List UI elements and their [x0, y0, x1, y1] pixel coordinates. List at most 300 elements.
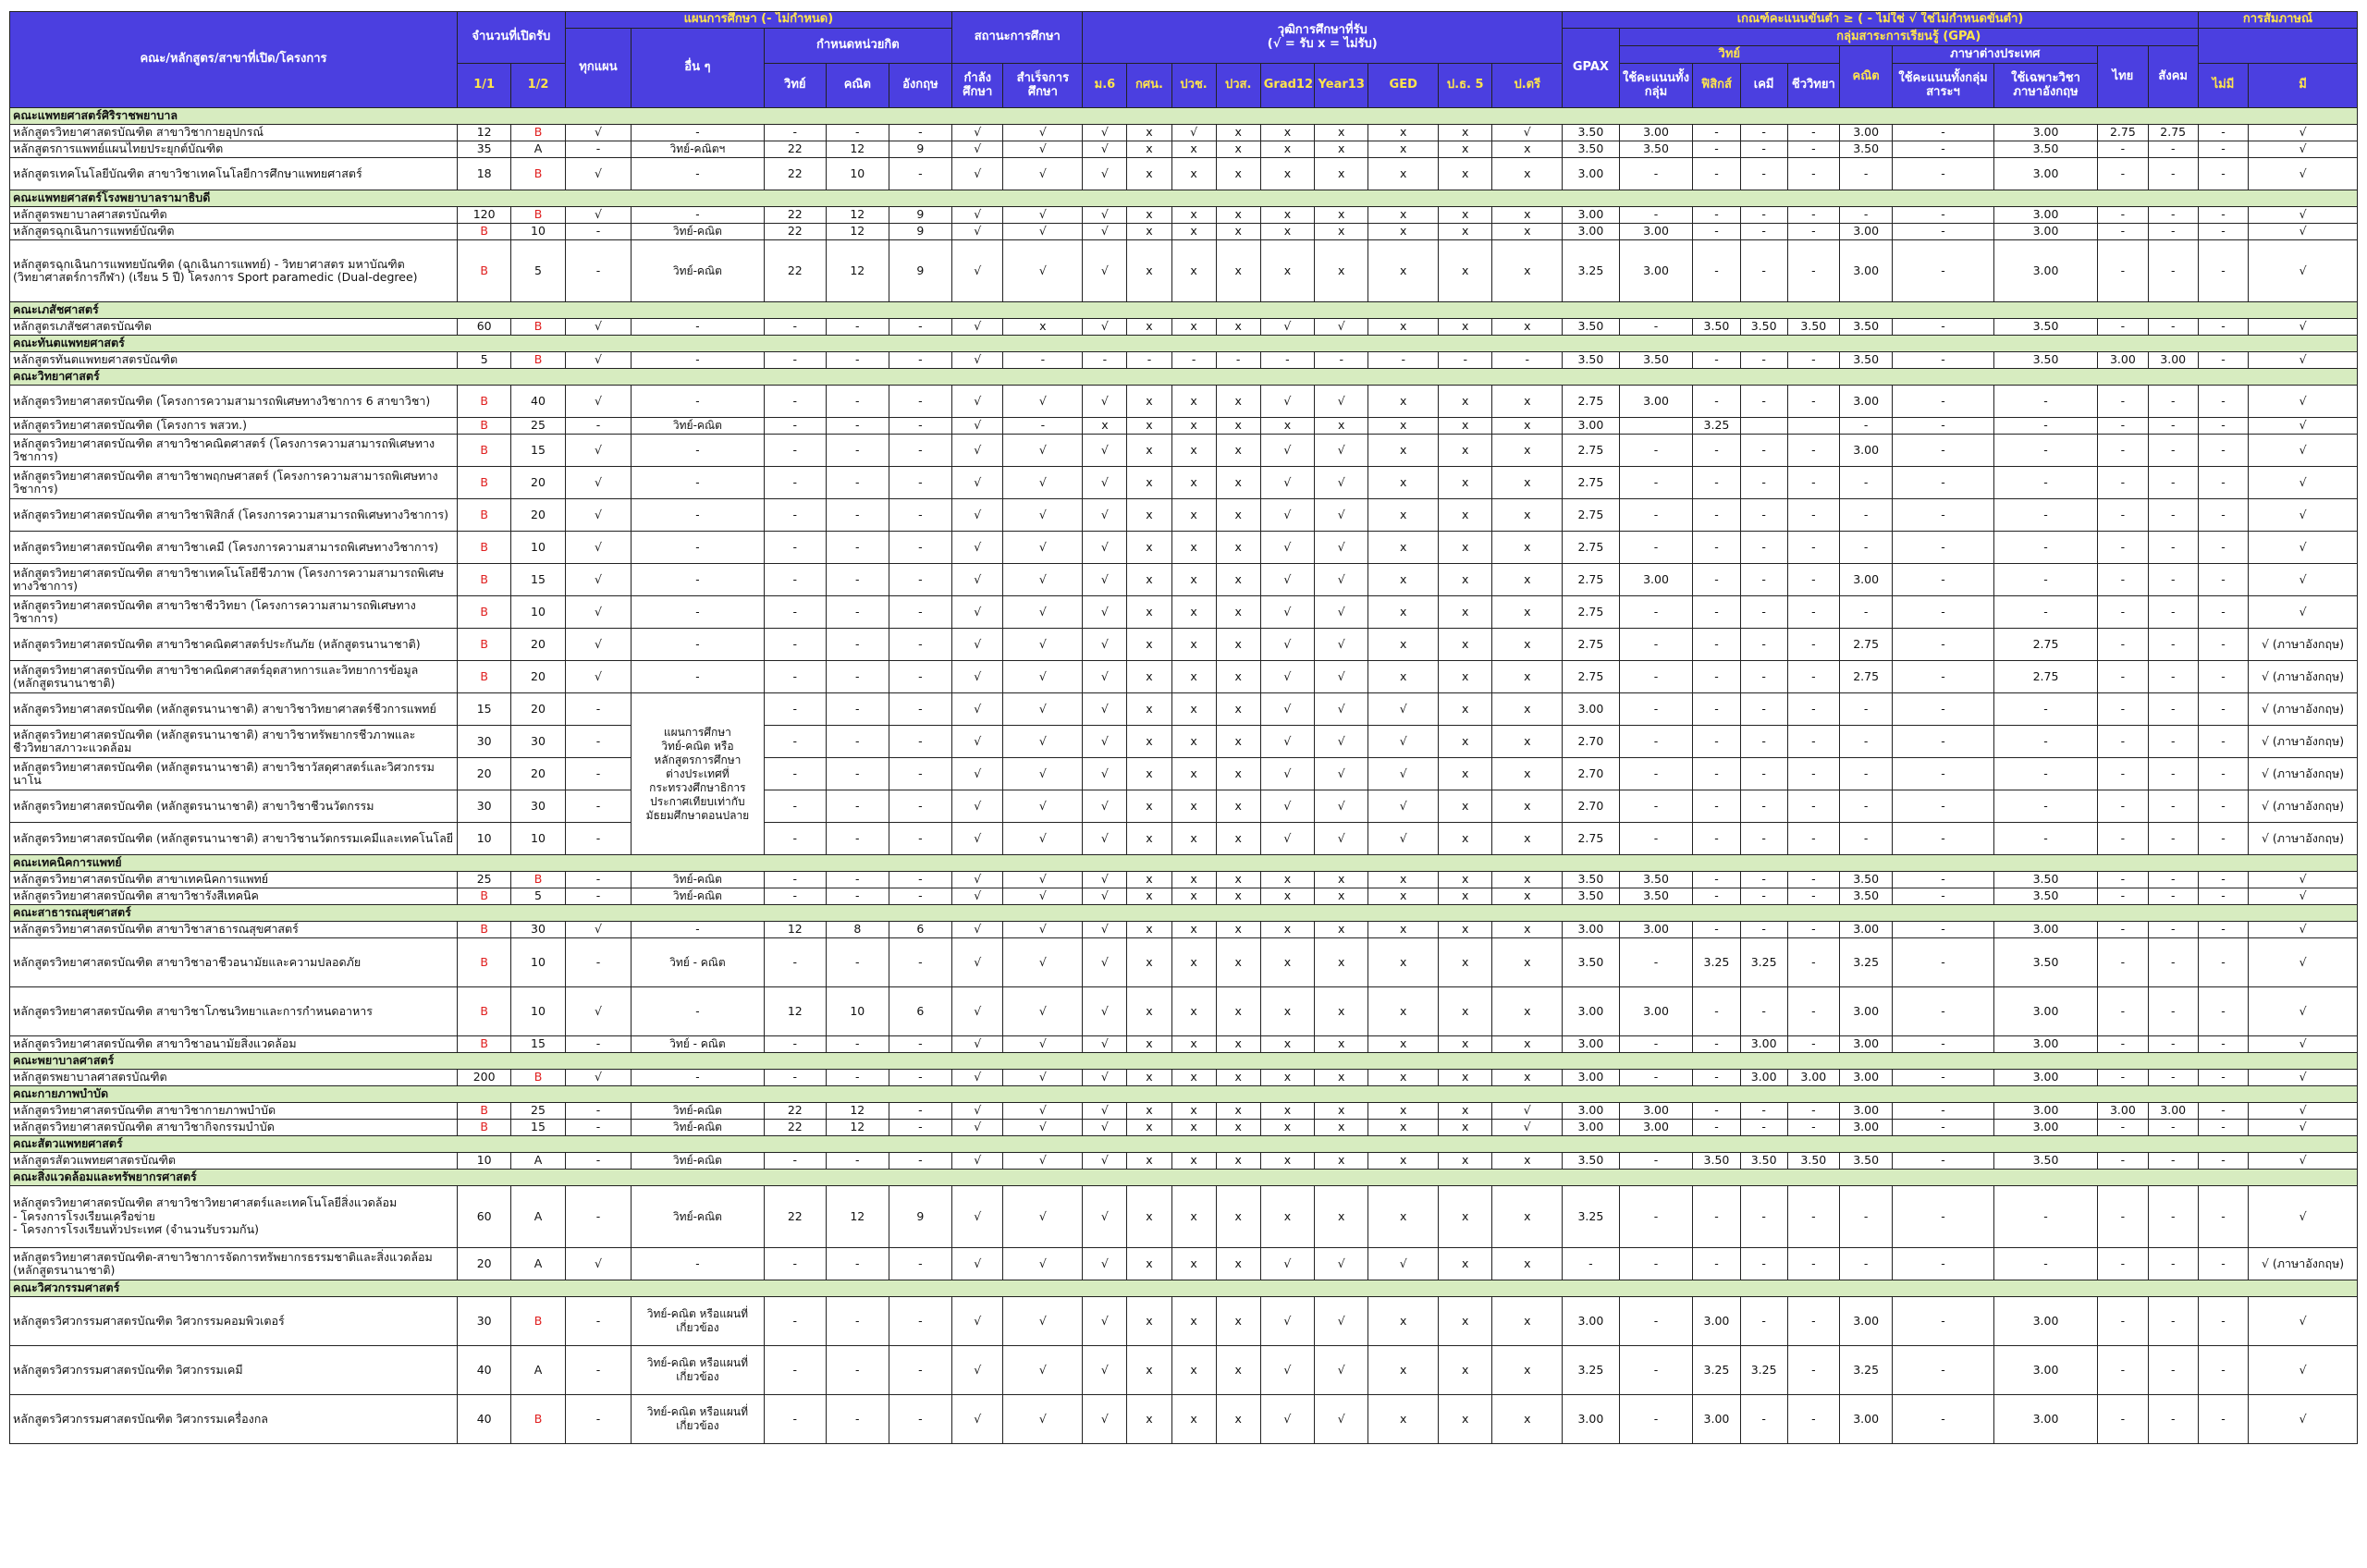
status-studying: √: [952, 319, 1003, 336]
gpa-physics: -: [1693, 435, 1740, 467]
status-studying: √: [952, 1120, 1003, 1136]
gpa-math: 3.50: [1839, 352, 1892, 369]
qual-nfe: x: [1127, 726, 1171, 758]
gpa-math: 3.50: [1839, 141, 1892, 158]
unit-math: 10: [827, 158, 889, 190]
qual-voc: x: [1171, 1153, 1216, 1170]
plan-any: √: [565, 629, 632, 661]
seats-sem2: A: [511, 1153, 565, 1170]
interview-yes: √: [2249, 1120, 2358, 1136]
qual-pt5: x: [1439, 1036, 1492, 1053]
interview-no: -: [2198, 1153, 2248, 1170]
interview-no: -: [2198, 141, 2248, 158]
unit-eng: -: [889, 435, 952, 467]
gpa-physics: -: [1693, 1120, 1740, 1136]
header-gpa-group: กลุ่มสาระการเรียนรู้ (GPA): [1619, 29, 2198, 46]
qual-year13: √: [1315, 661, 1368, 693]
program-row: [10, 224, 2358, 240]
seats-sem2: 5: [511, 888, 565, 905]
gpa-biology: -: [1787, 499, 1839, 532]
plan-any: -: [565, 1103, 632, 1120]
program-row: [10, 938, 2358, 987]
program-row: [10, 1120, 2358, 1136]
qual-m6: √: [1083, 596, 1127, 629]
seats-sem1: B: [458, 987, 511, 1036]
gpa-english: 3.00: [1993, 987, 2098, 1036]
plan-other: -: [632, 532, 764, 564]
unit-eng: -: [889, 823, 952, 855]
unit-math: -: [827, 596, 889, 629]
gpa-physics: 3.00: [1693, 1395, 1740, 1444]
unit-sci: -: [764, 1036, 827, 1053]
gpa-sci-all: -: [1619, 938, 1693, 987]
status-studying: √: [952, 1297, 1003, 1346]
seats-sem2: A: [511, 1186, 565, 1248]
interview-no: -: [2198, 1297, 2248, 1346]
program-row: [10, 207, 2358, 224]
program-row: [10, 435, 2358, 467]
status-studying: √: [952, 872, 1003, 888]
unit-sci: -: [764, 790, 827, 823]
gpa-lang-all: -: [1893, 693, 1993, 726]
qual-ged: x: [1368, 629, 1439, 661]
qual-voc: x: [1171, 872, 1216, 888]
qual-ged: x: [1368, 418, 1439, 435]
seats-sem2: 20: [511, 661, 565, 693]
gpa-physics: 3.25: [1693, 418, 1740, 435]
qual-m6: √: [1083, 1120, 1127, 1136]
header-interview-no: ไม่มี: [2198, 64, 2248, 108]
qual-ged: x: [1368, 1346, 1439, 1395]
qual-nfe: x: [1127, 987, 1171, 1036]
status-graduated: √: [1003, 240, 1083, 302]
qual-hvoc: x: [1216, 987, 1260, 1036]
status-studying: √: [952, 564, 1003, 596]
unit-eng: -: [889, 1346, 952, 1395]
qual-pt5: x: [1439, 987, 1492, 1036]
gpa-sci-all: 3.00: [1619, 922, 1693, 938]
gpa-thai: -: [2098, 319, 2148, 336]
qual-m6: √: [1083, 726, 1127, 758]
program-name: หลักสูตรวิทยาศาสตรบัณฑิต สาขาวิชาอนามัยสิ่งแวดล้อม: [10, 1036, 458, 1053]
seats-sem1: B: [458, 499, 511, 532]
gpa-lang-all: -: [1893, 1297, 1993, 1346]
unit-eng: 9: [889, 224, 952, 240]
gpa-lang-all: -: [1893, 352, 1993, 369]
gpa-sci-all: 3.00: [1619, 240, 1693, 302]
qual-pt5: x: [1439, 1395, 1492, 1444]
unit-sci: -: [764, 564, 827, 596]
program-name: หลักสูตรวิทยาศาสตรบัณฑิต สาขาวิชารังสีเทคนิค: [10, 888, 458, 905]
plan-other: วิทย์-คณิต: [632, 888, 764, 905]
qual-pt5: x: [1439, 224, 1492, 240]
qual-hvoc: x: [1216, 564, 1260, 596]
interview-no: -: [2198, 1248, 2248, 1280]
faculty-row: [10, 855, 2358, 872]
qual-year13: √: [1315, 532, 1368, 564]
gpa-thai: -: [2098, 693, 2148, 726]
qual-ged: x: [1368, 1395, 1439, 1444]
seats-sem1: 15: [458, 693, 511, 726]
header-qual-ged: GED: [1368, 64, 1439, 108]
qual-hvoc: x: [1216, 922, 1260, 938]
program-name: หลักสูตรวิทยาศาสตรบัณฑิต สาขาวิชาคณิตศาสตร์ประกันภัย (หลักสูตรนานาชาติ): [10, 629, 458, 661]
program-name: หลักสูตรวิทยาศาสตรบัณฑิต สาขาวิชาวิทยาศาสตร์และเทคโนโลยีสิ่งแวดล้อม - โครงการโรงเรียนเครือข่าย - โครงการโรงเรียนทั่วประเทศ (จำนวนรับรวมกัน): [10, 1186, 458, 1248]
gpa-sci-all: [1619, 418, 1693, 435]
gpa-sci-all: -: [1619, 1395, 1693, 1444]
program-name: หลักสูตรวิทยาศาสตรบัณฑิต (หลักสูตรนานาชาติ) สาขาวิชานวัตกรรมเคมีและเทคโนโลยี: [10, 823, 458, 855]
interview-no: -: [2198, 499, 2248, 532]
qual-bachelor: x: [1492, 661, 1563, 693]
qual-nfe: x: [1127, 693, 1171, 726]
status-studying: √: [952, 938, 1003, 987]
gpax: 3.00: [1563, 1395, 1619, 1444]
gpa-math: -: [1839, 693, 1892, 726]
status-studying: √: [952, 1395, 1003, 1444]
gpa-social: -: [2148, 596, 2198, 629]
gpa-biology: -: [1787, 1297, 1839, 1346]
gpa-thai: -: [2098, 872, 2148, 888]
unit-eng: -: [889, 499, 952, 532]
qual-grad12: x: [1260, 1153, 1314, 1170]
status-studying: √: [952, 596, 1003, 629]
gpa-social: -: [2148, 1186, 2198, 1248]
header-unit-eng: อังกฤษ: [889, 64, 952, 108]
status-studying: √: [952, 386, 1003, 418]
interview-no: -: [2198, 352, 2248, 369]
qual-pt5: x: [1439, 158, 1492, 190]
gpa-biology: -: [1787, 726, 1839, 758]
qual-pt5: x: [1439, 1186, 1492, 1248]
unit-eng: 9: [889, 240, 952, 302]
gpa-social: -: [2148, 661, 2198, 693]
interview-no: -: [2198, 629, 2248, 661]
seats-sem1: B: [458, 1120, 511, 1136]
qual-nfe: x: [1127, 758, 1171, 790]
program-row: [10, 125, 2358, 141]
gpa-lang-all: -: [1893, 467, 1993, 499]
plan-any: -: [565, 240, 632, 302]
qual-grad12: x: [1260, 938, 1314, 987]
gpa-thai: -: [2098, 888, 2148, 905]
gpa-lang-all: -: [1893, 1070, 1993, 1086]
qual-ged: x: [1368, 596, 1439, 629]
unit-sci: -: [764, 693, 827, 726]
gpa-lang-all: -: [1893, 1346, 1993, 1395]
status-studying: √: [952, 418, 1003, 435]
unit-eng: -: [889, 1103, 952, 1120]
qual-hvoc: x: [1216, 224, 1260, 240]
gpa-social: -: [2148, 987, 2198, 1036]
interview-no: -: [2198, 1120, 2248, 1136]
program-row: [10, 1070, 2358, 1086]
gpax: 3.50: [1563, 125, 1619, 141]
gpax: 2.75: [1563, 661, 1619, 693]
gpa-thai: -: [2098, 596, 2148, 629]
unit-sci: -: [764, 726, 827, 758]
qual-hvoc: x: [1216, 158, 1260, 190]
qual-hvoc: x: [1216, 1070, 1260, 1086]
gpa-social: -: [2148, 888, 2198, 905]
status-graduated: √: [1003, 1070, 1083, 1086]
gpa-lang-all: -: [1893, 987, 1993, 1036]
qual-grad12: x: [1260, 418, 1314, 435]
plan-other: -: [632, 499, 764, 532]
gpa-thai: -: [2098, 661, 2148, 693]
gpa-lang-all: -: [1893, 435, 1993, 467]
gpa-sci-all: -: [1619, 629, 1693, 661]
gpax: 2.75: [1563, 823, 1619, 855]
gpa-thai: -: [2098, 158, 2148, 190]
plan-any: -: [565, 1036, 632, 1053]
unit-sci: -: [764, 435, 827, 467]
gpa-math: 3.00: [1839, 1103, 1892, 1120]
gpa-biology: -: [1787, 1036, 1839, 1053]
qual-pt5: x: [1439, 1248, 1492, 1280]
qual-hvoc: x: [1216, 1248, 1260, 1280]
qual-m6: √: [1083, 1070, 1127, 1086]
unit-math: -: [827, 1153, 889, 1170]
seats-sem2: 25: [511, 418, 565, 435]
qual-bachelor: x: [1492, 224, 1563, 240]
plan-other: -: [632, 125, 764, 141]
gpa-chemistry: 3.25: [1740, 938, 1787, 987]
plan-any: -: [565, 938, 632, 987]
qual-year13: x: [1315, 922, 1368, 938]
unit-math: -: [827, 418, 889, 435]
qual-nfe: x: [1127, 922, 1171, 938]
gpa-social: 3.00: [2148, 1103, 2198, 1120]
interview-yes: √: [2249, 1103, 2358, 1120]
qual-m6: √: [1083, 240, 1127, 302]
gpa-physics: -: [1693, 1036, 1740, 1053]
gpa-math: -: [1839, 207, 1892, 224]
qual-bachelor: x: [1492, 467, 1563, 499]
qual-pt5: -: [1439, 352, 1492, 369]
qual-bachelor: x: [1492, 758, 1563, 790]
gpax: 3.00: [1563, 1036, 1619, 1053]
gpa-physics: 3.50: [1693, 319, 1740, 336]
gpa-chemistry: 3.25: [1740, 1346, 1787, 1395]
qual-nfe: x: [1127, 499, 1171, 532]
gpax: 2.70: [1563, 726, 1619, 758]
gpa-biology: -: [1787, 823, 1839, 855]
unit-sci: 22: [764, 207, 827, 224]
gpa-lang-all: -: [1893, 1120, 1993, 1136]
status-studying: √: [952, 1186, 1003, 1248]
gpa-sci-all: -: [1619, 823, 1693, 855]
qual-voc: x: [1171, 1036, 1216, 1053]
seats-sem2: 10: [511, 596, 565, 629]
status-graduated: -: [1003, 352, 1083, 369]
seats-sem2: 5: [511, 240, 565, 302]
gpa-math: -: [1839, 726, 1892, 758]
interview-no: -: [2198, 758, 2248, 790]
unit-eng: -: [889, 596, 952, 629]
qual-nfe: x: [1127, 661, 1171, 693]
status-graduated: √: [1003, 758, 1083, 790]
gpa-thai: -: [2098, 1153, 2148, 1170]
unit-eng: -: [889, 1153, 952, 1170]
gpa-social: -: [2148, 726, 2198, 758]
qual-m6: x: [1083, 418, 1127, 435]
interview-no: -: [2198, 888, 2248, 905]
unit-math: -: [827, 1248, 889, 1280]
gpa-english: -: [1993, 823, 2098, 855]
qual-pt5: x: [1439, 758, 1492, 790]
unit-sci: 12: [764, 922, 827, 938]
unit-math: -: [827, 726, 889, 758]
gpa-thai: -: [2098, 1186, 2148, 1248]
header-qualifications: [1083, 12, 1563, 64]
gpa-math: 3.00: [1839, 1070, 1892, 1086]
gpa-thai: -: [2098, 1070, 2148, 1086]
qual-pt5: x: [1439, 386, 1492, 418]
qual-ged: x: [1368, 207, 1439, 224]
gpa-thai: -: [2098, 938, 2148, 987]
qual-ged: x: [1368, 125, 1439, 141]
gpa-physics: -: [1693, 499, 1740, 532]
interview-yes: √: [2249, 872, 2358, 888]
gpa-sci-all: -: [1619, 1070, 1693, 1086]
gpa-sci-all: 3.00: [1619, 564, 1693, 596]
qual-year13: x: [1315, 1103, 1368, 1120]
unit-math: 12: [827, 141, 889, 158]
plan-any: -: [565, 823, 632, 855]
plan-any: √: [565, 435, 632, 467]
qual-ged: x: [1368, 435, 1439, 467]
gpa-sci-all: -: [1619, 1346, 1693, 1395]
qual-ged: x: [1368, 1103, 1439, 1120]
seats-sem2: 20: [511, 758, 565, 790]
program-name: หลักสูตรวิทยาศาสตรบัณฑิต สาขาวิชากายภาพบำบัด: [10, 1103, 458, 1120]
gpa-lang-all: -: [1893, 207, 1993, 224]
seats-sem2: A: [511, 141, 565, 158]
gpa-chemistry: -: [1740, 790, 1787, 823]
gpa-physics: -: [1693, 1103, 1740, 1120]
qual-bachelor: x: [1492, 823, 1563, 855]
qual-voc: x: [1171, 564, 1216, 596]
gpa-lang-all: -: [1893, 240, 1993, 302]
gpa-lang-all: -: [1893, 790, 1993, 823]
qual-ged: x: [1368, 1297, 1439, 1346]
plan-other: วิทย์-คณิต หรือแผนที่เกี่ยวข้อง: [632, 1297, 764, 1346]
interview-yes: √: [2249, 435, 2358, 467]
qual-grad12: √: [1260, 499, 1314, 532]
qual-hvoc: x: [1216, 532, 1260, 564]
unit-math: -: [827, 823, 889, 855]
status-graduated: x: [1003, 319, 1083, 336]
qual-ged: x: [1368, 224, 1439, 240]
header-unit-math: คณิต: [827, 64, 889, 108]
plan-other: -: [632, 319, 764, 336]
gpa-english: -: [1993, 1248, 2098, 1280]
qual-voc: x: [1171, 693, 1216, 726]
qual-year13: √: [1315, 596, 1368, 629]
program-name: หลักสูตรวิทยาศาสตรบัณฑิต สาขาวิชาฟิสิกส์ (โครงการความสามารถพิเศษทางวิชาการ): [10, 499, 458, 532]
qual-pt5: x: [1439, 693, 1492, 726]
interview-yes: √: [2249, 596, 2358, 629]
header-qual-hvoc: ปวส.: [1216, 64, 1260, 108]
qual-m6: √: [1083, 319, 1127, 336]
faculty-name: คณะสาธารณสุขศาสตร์: [10, 905, 2358, 922]
gpa-social: -: [2148, 1070, 2198, 1086]
status-graduated: √: [1003, 1153, 1083, 1170]
plan-any: √: [565, 158, 632, 190]
gpa-thai: -: [2098, 467, 2148, 499]
gpa-physics: -: [1693, 125, 1740, 141]
plan-any: √: [565, 1248, 632, 1280]
qual-bachelor: x: [1492, 629, 1563, 661]
gpa-biology: -: [1787, 564, 1839, 596]
qual-nfe: x: [1127, 1395, 1171, 1444]
unit-sci: -: [764, 629, 827, 661]
qual-pt5: x: [1439, 726, 1492, 758]
unit-math: -: [827, 693, 889, 726]
gpa-english: 3.00: [1993, 1070, 2098, 1086]
seats-sem1: 12: [458, 125, 511, 141]
status-graduated: √: [1003, 596, 1083, 629]
qual-pt5: x: [1439, 564, 1492, 596]
gpa-english: 3.00: [1993, 1395, 2098, 1444]
qual-nfe: x: [1127, 532, 1171, 564]
unit-math: -: [827, 661, 889, 693]
status-studying: √: [952, 922, 1003, 938]
faculty-row: [10, 336, 2358, 352]
faculty-name: คณะวิทยาศาสตร์: [10, 369, 2358, 386]
interview-yes: √ (ภาษาอังกฤษ): [2249, 661, 2358, 693]
gpa-sci-all: 3.50: [1619, 141, 1693, 158]
gpa-thai: -: [2098, 790, 2148, 823]
qual-m6: √: [1083, 1248, 1127, 1280]
gpa-social: -: [2148, 319, 2198, 336]
status-graduated: √: [1003, 1120, 1083, 1136]
interview-yes: √: [2249, 888, 2358, 905]
plan-other: -: [632, 987, 764, 1036]
interview-no: -: [2198, 790, 2248, 823]
interview-yes: √: [2249, 141, 2358, 158]
qual-ged: √: [1368, 1248, 1439, 1280]
header-sci-all: ใช้คะแนนทั้งกลุ่ม: [1619, 64, 1693, 108]
header-unit-sci: วิทย์: [764, 64, 827, 108]
gpa-biology: -: [1787, 1346, 1839, 1395]
gpax: 3.25: [1563, 240, 1619, 302]
program-row: [10, 888, 2358, 905]
qual-bachelor: x: [1492, 141, 1563, 158]
unit-sci: -: [764, 1395, 827, 1444]
gpa-sci-all: -: [1619, 661, 1693, 693]
plan-other: วิทย์-คณิต: [632, 1103, 764, 1120]
seats-sem2: 10: [511, 532, 565, 564]
qual-pt5: x: [1439, 938, 1492, 987]
qual-m6: √: [1083, 758, 1127, 790]
gpa-lang-all: -: [1893, 596, 1993, 629]
gpa-sci-all: -: [1619, 319, 1693, 336]
qual-bachelor: √: [1492, 125, 1563, 141]
status-studying: √: [952, 207, 1003, 224]
gpa-chemistry: -: [1740, 1186, 1787, 1248]
qual-pt5: x: [1439, 499, 1492, 532]
gpa-social: -: [2148, 938, 2198, 987]
interview-yes: √: [2249, 158, 2358, 190]
gpa-chemistry: -: [1740, 141, 1787, 158]
qual-pt5: x: [1439, 418, 1492, 435]
interview-no: -: [2198, 207, 2248, 224]
gpa-chemistry: -: [1740, 467, 1787, 499]
qual-grad12: x: [1260, 207, 1314, 224]
gpa-english: -: [1993, 499, 2098, 532]
qual-hvoc: x: [1216, 207, 1260, 224]
